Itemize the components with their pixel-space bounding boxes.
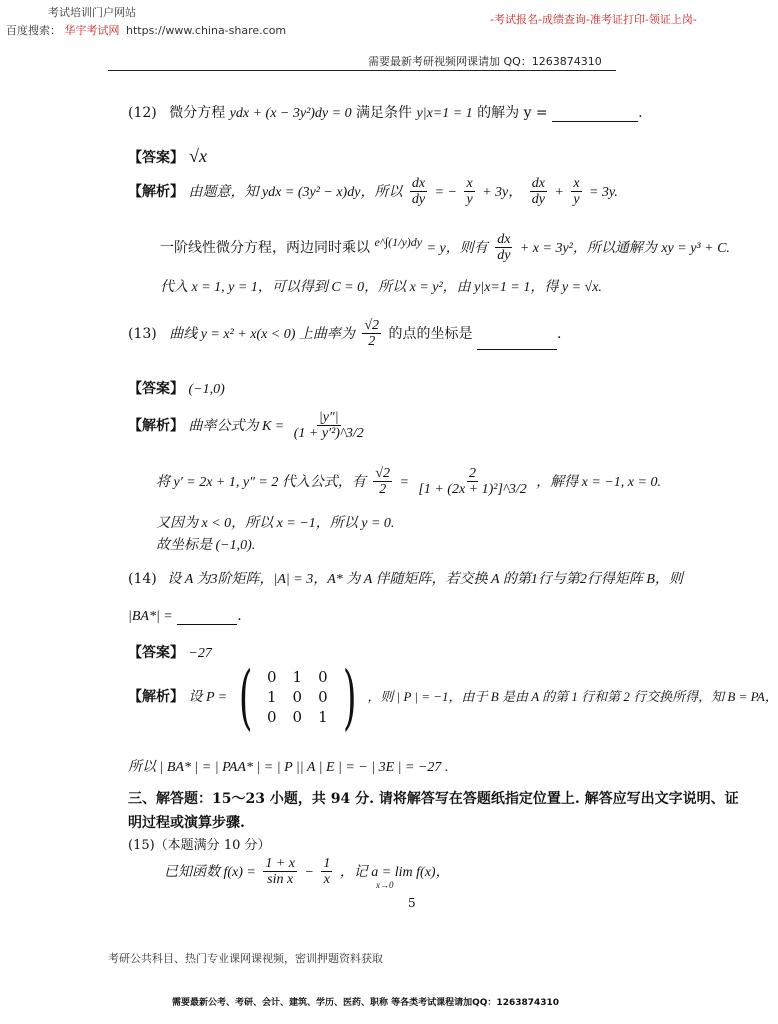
frac-den: y	[466, 192, 473, 208]
q14-answer	[128, 642, 212, 662]
section3-heading-line2: 明过程或演算步骤.	[128, 815, 245, 831]
q13-frac-root2	[373, 466, 392, 498]
frac-num: x	[573, 176, 580, 191]
q12-answer-blank[interactable]	[552, 121, 638, 122]
q12-stem: (12) 微分方程 ydx + (x − 3y²)dy = 0 满足条件 y|x=1 = 1 的解为 y = .	[128, 105, 643, 121]
frac-num: dx	[497, 232, 511, 247]
q15-frac2	[321, 856, 332, 888]
footer-line1: 考研公共科目、热门专业课网课视频，密训押题资料获取	[108, 952, 383, 965]
q13-answer-value: (−1,0)	[188, 382, 225, 397]
frac-num: x	[466, 176, 473, 191]
q12-analysis-tail2: = 3y.	[588, 184, 618, 200]
q12-analysis-line2	[160, 232, 730, 264]
matrix-cell: 0	[292, 708, 303, 726]
q13-analysis-tail: ，解得 x = −1, x = 0.	[536, 474, 661, 490]
q15-minus: −	[304, 864, 314, 880]
footer-line2: 需要最新公考、考研、会计、建筑、学历、医药、职称 等各类考试课程请加QQ：1263874310	[172, 998, 560, 1008]
matrix-cell: 0	[266, 708, 277, 726]
frac-den: x	[323, 872, 330, 888]
section3-heading-line1: 三、解答题：15～23 小题，共 94 分. 请将解答写在答题纸指定位置上. 解答应写出文字说明、证	[128, 791, 739, 807]
frac-den: dy	[497, 248, 511, 264]
q12-cond-text: 满足条件	[356, 105, 413, 121]
matrix-cell: 1	[318, 708, 328, 726]
q13-answer-blank[interactable]	[477, 349, 557, 350]
q14-number: (14)	[128, 571, 157, 587]
nav-link-scores[interactable]: -成绩查询	[537, 13, 586, 26]
q13-stem: (13) 曲线 y = x² + x(x < 0) 上曲率为 $\frac{√2}{2}$ 的点的坐标是 .	[128, 318, 562, 350]
site-url-link[interactable]: https://www.china-share.com	[126, 24, 287, 37]
frac-den: y	[573, 192, 580, 208]
frac-num: 2	[469, 466, 477, 481]
frac-num: 1 + x	[265, 856, 295, 871]
matrix-cell: 1	[292, 668, 303, 686]
q12-answer-label: 【答案】	[128, 150, 184, 166]
q13-number: (13)	[128, 325, 157, 342]
frac-num: √2	[364, 318, 380, 333]
q13-answer	[128, 378, 225, 398]
q13-analysis-line2: 将 y′ = 2x + 1, y″ = 2 代入公式，有 $\frac{√2}{2}$ = $\frac{2}{\text{[1 + (2x + 1)²]\textasciicircum{}3/2}}$ ，解得 x = −1, x = 0.	[156, 466, 661, 498]
nav-link-admission[interactable]: -准考证打印	[585, 13, 645, 26]
q14-analysis-line1	[128, 656, 778, 738]
frac-num: |y″|	[318, 410, 339, 425]
q12-number: (12)	[128, 105, 157, 121]
q12-equation: ydx + (x − 3y²)dy = 0	[229, 106, 352, 121]
q12-integrating-factor: e^∫(1/y)dy	[374, 235, 423, 250]
q14-answer-label: 【答案】	[128, 645, 184, 661]
frac-den: (1 + y′²)^3/2	[293, 426, 364, 442]
q14-analysis-text1: 设 P =	[188, 690, 228, 705]
q12-tail: 的解为 y =	[477, 105, 548, 121]
page-number: 5	[408, 896, 416, 910]
q14-analysis-label: 【解析】	[128, 689, 184, 705]
matrix-cell: 0	[292, 688, 303, 706]
q14-answer-blank[interactable]	[177, 624, 237, 625]
q12-analysis-tail: + 3y，	[482, 184, 523, 200]
header-contact: 需要最新考研视频网课请加 QQ：1263874310	[368, 55, 602, 68]
q13-curvature-frac	[362, 318, 381, 350]
q13-stem-text: 曲线 y = x² + x(x < 0) 上曲率为	[169, 326, 355, 342]
q12-frac-y-dxdy	[495, 232, 512, 264]
q12-analysis-line1: 【解析】 由题意，知 ydx = (3y² − x)dy，所以 $\frac{dx}{dy}$ = − $\frac{x}{y}$ + 3y， $\frac{dx}{dy}$ + $\frac{x}{y}$ = 3y.	[128, 176, 618, 208]
matrix-cell: 0	[318, 688, 328, 706]
frac-den: sin x	[267, 872, 294, 888]
q12-stem-text: 微分方程	[169, 105, 226, 121]
q12-analysis-text2: 一阶线性微分方程，两边同时乘以	[160, 239, 370, 256]
search-label: 百度搜索：	[6, 24, 61, 37]
q15-frac1	[263, 856, 297, 888]
q12-condition: y|x=1 = 1	[416, 106, 473, 121]
q15-number: (15)（本题满分 10 分）	[128, 838, 271, 853]
q15-stem-text: 已知函数 f(x) =	[164, 864, 256, 880]
q15-lim-subscript: x→0	[376, 880, 394, 890]
q14-stem	[128, 568, 683, 588]
frac-den: dy	[531, 192, 545, 208]
frac-num: dx	[411, 176, 426, 191]
q13-curvature-formula	[292, 410, 366, 442]
q12-analysis-mid3: + x = 3y²，所以通解为	[519, 240, 657, 256]
q14-line2: |BA*| = .	[128, 608, 242, 624]
q12-answer-value: √x	[189, 146, 207, 166]
q14-stem-text: 设 A 为3阶矩阵，|A| = 3，A* 为 A 伴随矩阵，若交换 A 的第1行与第2行得矩阵 B，则	[167, 572, 683, 587]
q12-analysis-mid: = −	[434, 184, 457, 200]
frac-den: 2	[379, 482, 387, 498]
frac-num: dx	[531, 176, 545, 191]
nav-link-certificate[interactable]: -领证上岗-	[644, 13, 697, 26]
search-line	[6, 22, 286, 38]
q14-answer-value: −27	[188, 646, 212, 661]
q15-stem	[164, 856, 450, 888]
frac-num: 1	[323, 856, 331, 871]
q13-analysis-line3: 又因为 x < 0，所以 x = −1，所以 y = 0.	[156, 516, 395, 531]
q14-expression: |BA*| =	[128, 609, 173, 624]
q12-analysis-mid2: = y，则有	[426, 240, 488, 256]
q13-answer-label: 【答案】	[128, 381, 184, 397]
q12-frac-dxdy-2	[530, 176, 547, 208]
matrix-cell: 0	[318, 668, 328, 686]
q14-matrix-p: ( 0 1 0 1 0 0 0 0 1 )	[238, 656, 357, 738]
nav-link-register[interactable]: -考试报名	[490, 13, 538, 26]
q14-analysis-tail: ，则 | P | = −1，由于 B 是由 A 的第 1 行和第 2 行交换所得，知 B = PA，	[367, 689, 778, 704]
q13-analysis-line1	[128, 410, 369, 442]
q13-analysis-text1: 曲率公式为 K =	[188, 418, 285, 434]
q12-frac-xy	[464, 176, 474, 208]
q12-frac-dxdy	[410, 176, 427, 208]
frac-num: √2	[375, 466, 391, 481]
header-rule	[108, 70, 616, 71]
frac-den: 2	[368, 334, 376, 350]
site-title: 考试培训门户网站	[48, 6, 136, 19]
q13-tail: 的点的坐标是	[388, 325, 473, 342]
q14-analysis-line2: 所以 | BA* | = | PAA* | = | P || A | E | = − | 3E | = −27 .	[128, 760, 449, 775]
matrix-cell: 0	[266, 668, 277, 686]
q12-analysis-line3: 代入 x = 1, y = 1，可以得到 C = 0，所以 x = y²，由 y|x=1 = 1，得 y = √x.	[160, 280, 602, 295]
matrix-cell: 1	[266, 688, 277, 706]
q12-answer	[128, 146, 207, 167]
nav-links	[490, 11, 697, 27]
q13-frac-substituted	[416, 466, 528, 498]
q12-analysis-text1: 由题意，知 ydx = (3y² − x)dy，所以	[188, 184, 403, 200]
q13-analysis-line4: 故坐标是 (−1,0).	[156, 538, 256, 553]
site-name-link[interactable]: 华宇考试网	[64, 24, 120, 37]
q12-frac-xy-2	[571, 176, 581, 208]
q12-analysis-label: 【解析】	[128, 183, 184, 200]
q15-stem-tail: ，记 a = lim f(x)，	[339, 864, 450, 880]
q13-analysis-text2: 将 y′ = 2x + 1, y″ = 2 代入公式，有	[156, 474, 366, 490]
q13-analysis-label: 【解析】	[128, 417, 184, 434]
frac-den: [1 + (2x + 1)²]^3/2	[418, 482, 527, 498]
frac-den: dy	[411, 192, 426, 208]
q12-general-solution: xy = y³ + C.	[661, 240, 730, 256]
